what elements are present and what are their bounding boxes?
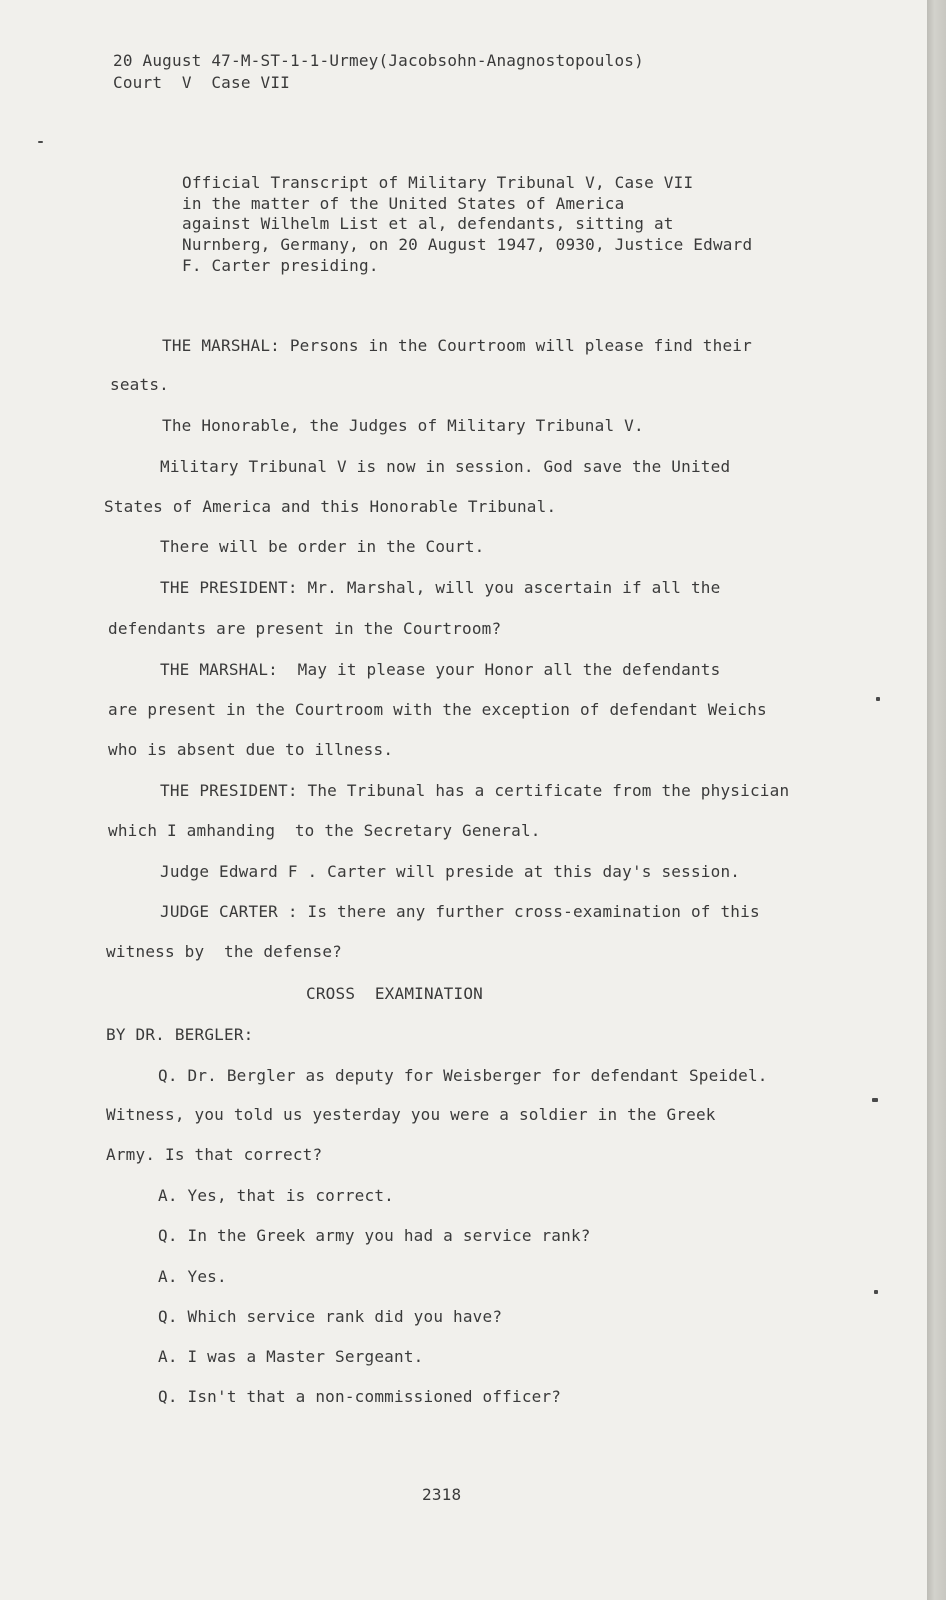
caption-line-1: Official Transcript of Military Tribunal V, Case VII (182, 173, 694, 192)
page-edge (927, 0, 946, 1600)
body-line: THE MARSHAL: May it please your Honor all the defendants (160, 660, 721, 679)
body-line: THE PRESIDENT: The Tribunal has a certificate from the physician (160, 781, 790, 800)
body-line: The Honorable, the Judges of Military Tribunal V. (162, 416, 644, 435)
body-line: Military Tribunal V is now in session. God save the United (160, 457, 731, 476)
caption-line-4: Nurnberg, Germany, on 20 August 1947, 0930, Justice Edward (182, 235, 753, 254)
body-line: There will be order in the Court. (160, 537, 485, 556)
body-line: Witness, you told us yesterday you were a soldier in the Greek (106, 1105, 716, 1124)
margin-mark (38, 141, 43, 143)
body-line: witness by the defense? (106, 942, 342, 961)
margin-mark (872, 1098, 878, 1102)
margin-mark (874, 1290, 878, 1294)
body-line: A. Yes. (158, 1267, 227, 1286)
body-line: seats. (110, 375, 169, 394)
body-line: which I amhanding to the Secretary General. (108, 821, 541, 840)
body-line: A. Yes, that is correct. (158, 1186, 394, 1205)
caption-line-5: F. Carter presiding. (182, 256, 379, 275)
body-line: who is absent due to illness. (108, 740, 394, 759)
caption-line-3: against Wilhelm List et al, defendants, sitting at (182, 214, 674, 233)
body-line: Q. Dr. Bergler as deputy for Weisberger for defendant Speidel. (158, 1066, 768, 1085)
page-number: 2318 (422, 1485, 462, 1504)
body-line: States of America and this Honorable Tribunal. (104, 497, 557, 516)
body-line: Army. Is that correct? (106, 1145, 323, 1164)
examiner-line: BY DR. BERGLER: (106, 1025, 254, 1044)
body-line: Q. Isn't that a non-commissioned officer? (158, 1387, 562, 1406)
body-line: Q. In the Greek army you had a service rank? (158, 1226, 591, 1245)
caption-line-2: in the matter of the United States of America (182, 194, 625, 213)
body-line: JUDGE CARTER : Is there any further cross-examination of this (160, 902, 760, 921)
header-line-2: Court V Case VII (113, 73, 290, 92)
body-line: Q. Which service rank did you have? (158, 1307, 503, 1326)
body-line: THE MARSHAL: Persons in the Courtroom will please find their (162, 336, 752, 355)
body-line: defendants are present in the Courtroom? (108, 619, 502, 638)
header-line-1: 20 August 47-M-ST-1-1-Urmey(Jacobsohn-Anagnostopoulos) (113, 51, 644, 70)
section-heading: CROSS EXAMINATION (306, 984, 483, 1003)
body-line: Judge Edward F . Carter will preside at this day's session. (160, 862, 741, 881)
margin-mark (876, 697, 880, 701)
body-line: THE PRESIDENT: Mr. Marshal, will you ascertain if all the (160, 578, 721, 597)
body-line: A. I was a Master Sergeant. (158, 1347, 424, 1366)
body-line: are present in the Courtroom with the exception of defendant Weichs (108, 700, 767, 719)
